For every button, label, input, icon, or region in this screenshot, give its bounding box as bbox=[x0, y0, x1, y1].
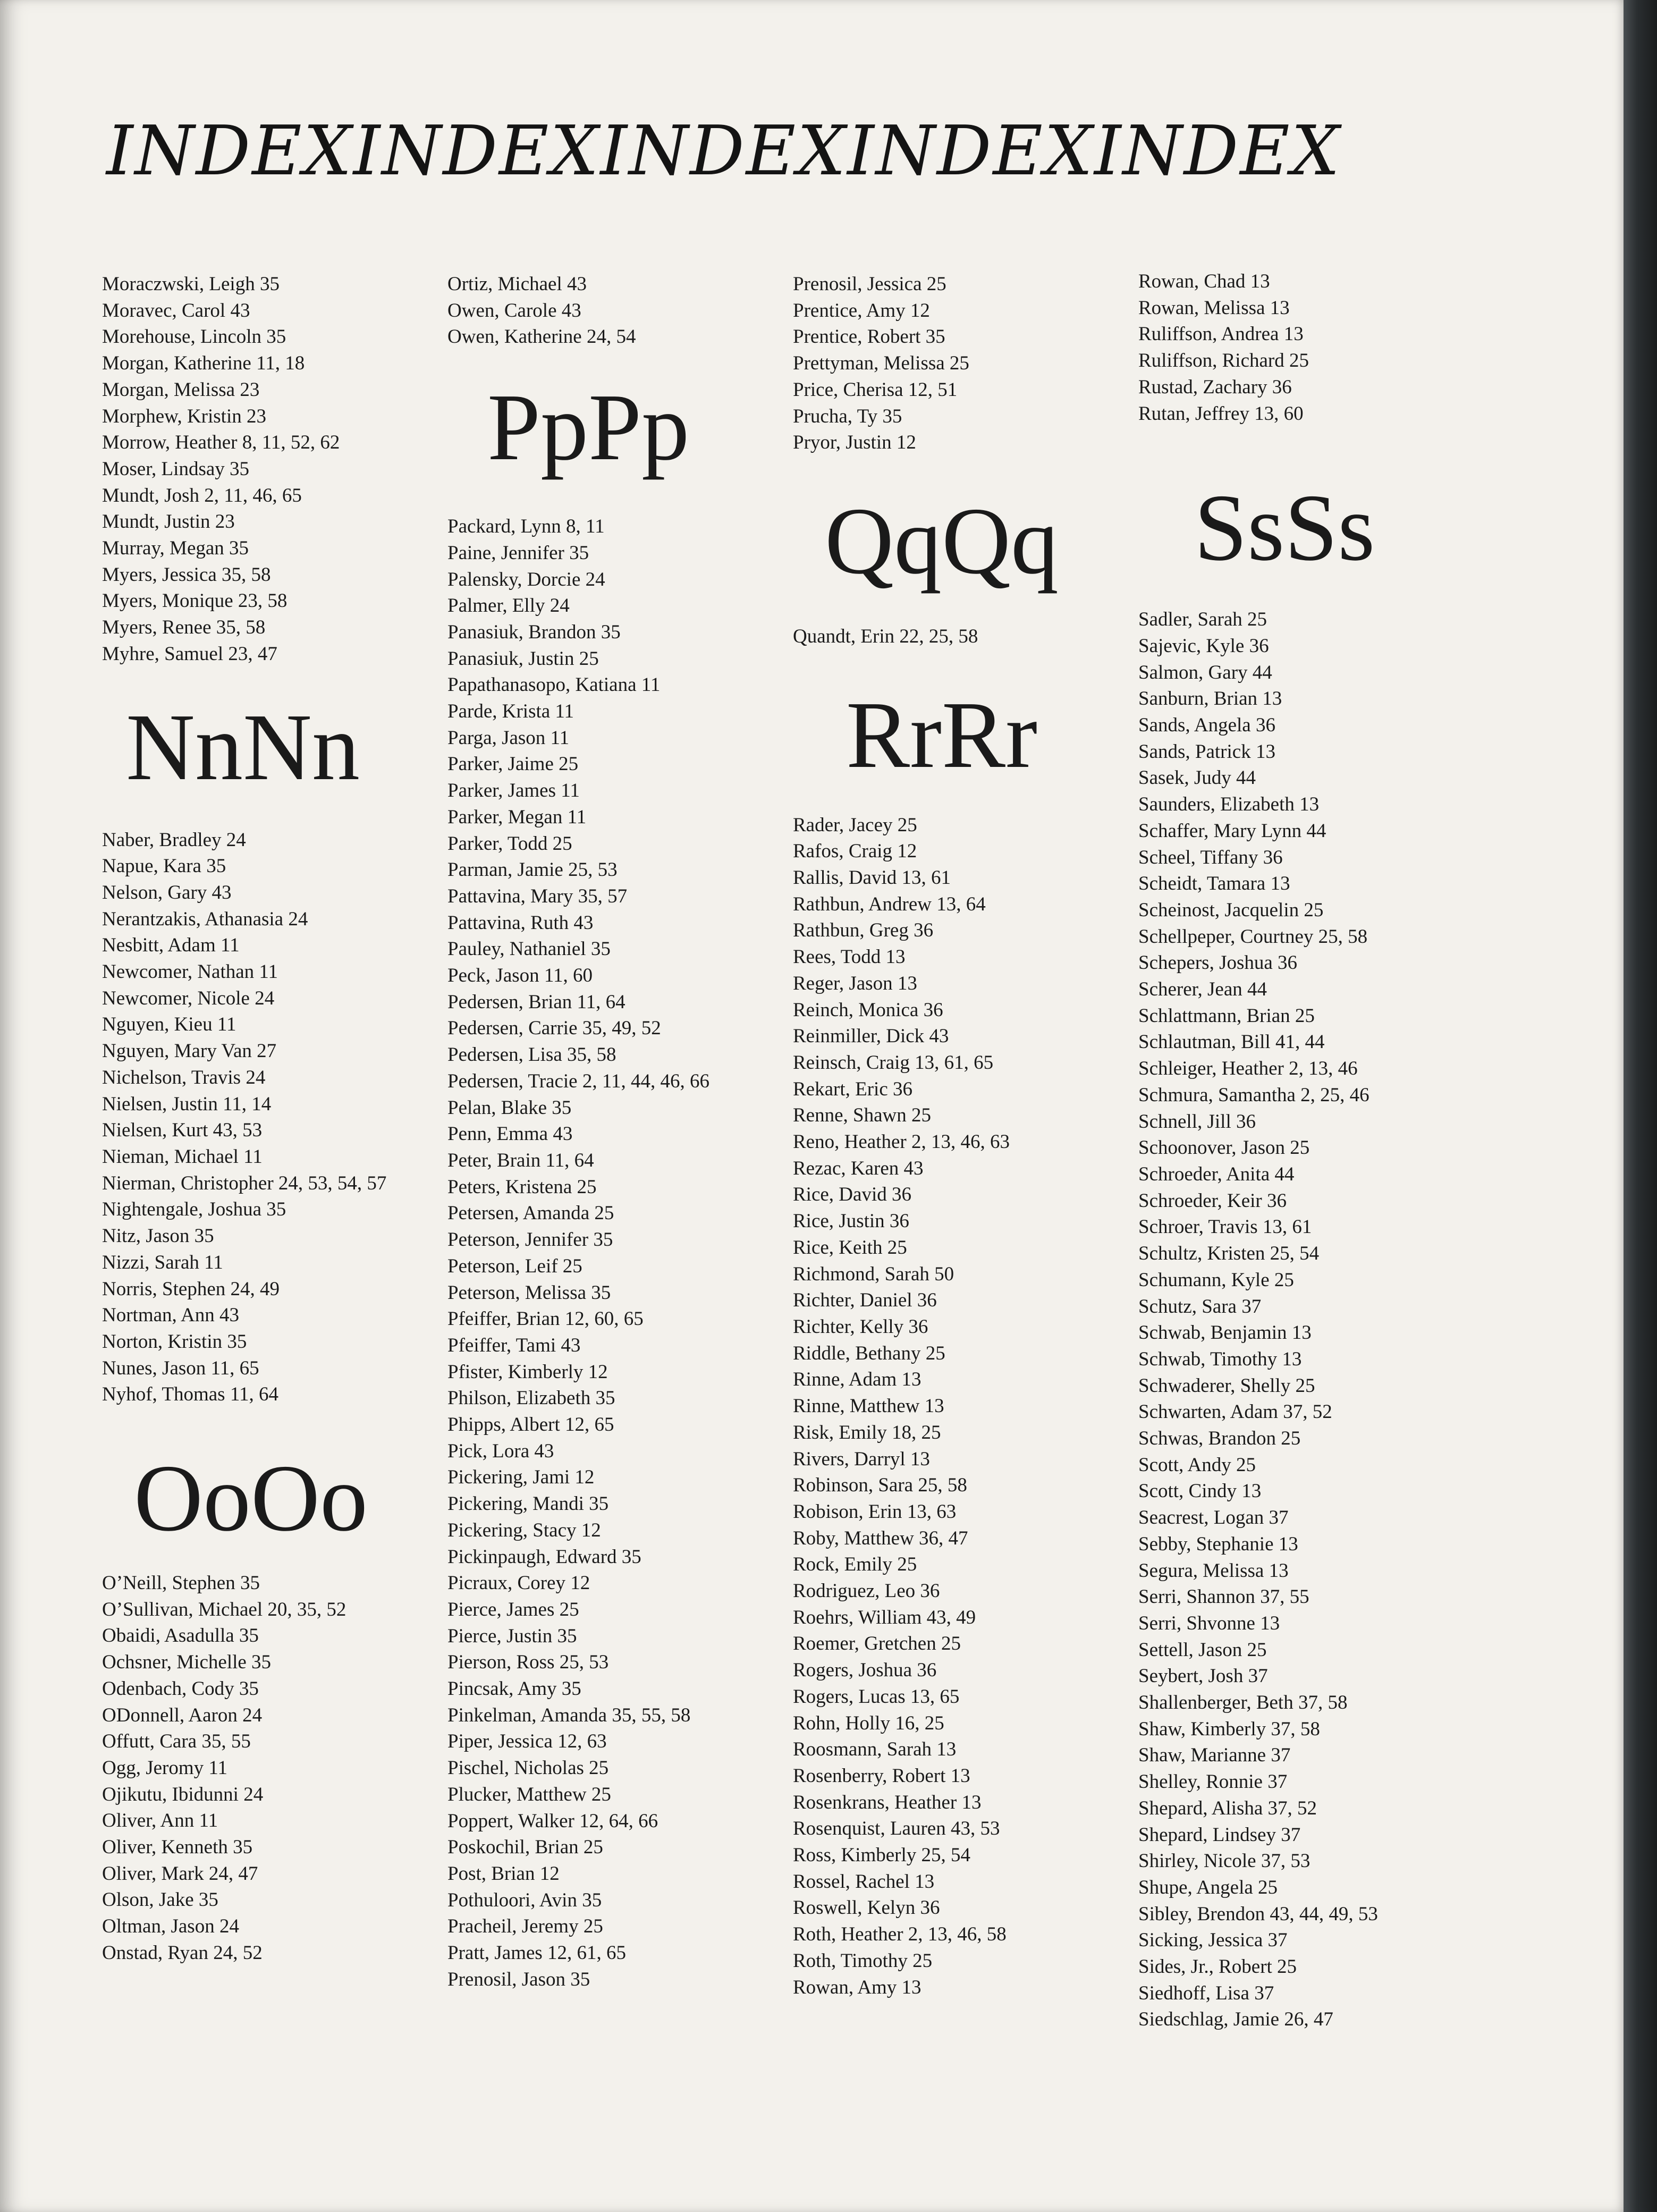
index-entry: Rinne, Adam 13 bbox=[793, 1369, 922, 1391]
index-entry: ODonnell, Aaron 24 bbox=[102, 1704, 263, 1726]
index-entry: Quandt, Erin 22, 25, 58 bbox=[793, 625, 978, 647]
index-entry: Pedersen, Tracie 2, 11, 44, 46, 66 bbox=[447, 1070, 709, 1092]
index-entry: Shepard, Alisha 37, 52 bbox=[1138, 1797, 1317, 1819]
index-entry: Nizzi, Sarah 11 bbox=[102, 1251, 223, 1273]
index-entry: Rader, Jacey 25 bbox=[793, 814, 917, 836]
index-entry: Myers, Jessica 35, 58 bbox=[102, 563, 271, 586]
index-entry: Peter, Brain 11, 64 bbox=[447, 1149, 594, 1171]
index-entry: Parman, Jamie 25, 53 bbox=[447, 859, 618, 881]
index-entry: Sides, Jr., Robert 25 bbox=[1138, 1956, 1297, 1978]
index-entry: Roehrs, William 43, 49 bbox=[793, 1606, 976, 1628]
index-entry: Roth, Timothy 25 bbox=[793, 1949, 933, 1972]
index-entry: Robison, Erin 13, 63 bbox=[793, 1500, 957, 1523]
index-entry: Nitz, Jason 35 bbox=[102, 1225, 214, 1247]
letter-heading: PpPp bbox=[487, 374, 690, 480]
index-entry: Prentice, Robert 35 bbox=[793, 326, 945, 348]
index-entry: Moravec, Carol 43 bbox=[102, 299, 250, 322]
index-entry: Roosmann, Sarah 13 bbox=[793, 1738, 957, 1761]
index-entry: Myers, Renee 35, 58 bbox=[102, 617, 266, 639]
index-entry: Serri, Shvonne 13 bbox=[1138, 1612, 1280, 1634]
index-entry: Pischel, Nicholas 25 bbox=[447, 1757, 609, 1779]
index-entry: Pfeiffer, Tami 43 bbox=[447, 1334, 581, 1356]
index-entry: Ruliffson, Richard 25 bbox=[1138, 350, 1309, 372]
index-entry: Schwab, Timothy 13 bbox=[1138, 1348, 1302, 1370]
index-entry: Owen, Carole 43 bbox=[447, 299, 581, 322]
index-entry: Rustad, Zachary 36 bbox=[1138, 376, 1292, 398]
index-entry: Serri, Shannon 37, 55 bbox=[1138, 1586, 1309, 1608]
index-entry: Penn, Emma 43 bbox=[447, 1123, 573, 1145]
index-entry: Pierce, Justin 35 bbox=[447, 1625, 577, 1647]
index-entry: Ortiz, Michael 43 bbox=[447, 273, 587, 295]
index-entry: Panasiuk, Brandon 35 bbox=[447, 621, 621, 643]
index-entry: Nelson, Gary 43 bbox=[102, 881, 232, 904]
index-entry: Norton, Kristin 35 bbox=[102, 1330, 247, 1353]
index-entry: Riddle, Bethany 25 bbox=[793, 1342, 945, 1364]
index-entry: Salmon, Gary 44 bbox=[1138, 661, 1272, 683]
index-entry: Rekart, Eric 36 bbox=[793, 1078, 912, 1100]
index-entry: Rosenberry, Robert 13 bbox=[793, 1764, 970, 1787]
index-entry: Pfeiffer, Brian 12, 60, 65 bbox=[447, 1308, 644, 1330]
index-entry: Nielsen, Kurt 43, 53 bbox=[102, 1119, 263, 1142]
index-entry: Parga, Jason 11 bbox=[447, 727, 570, 749]
index-entry: Pattavina, Ruth 43 bbox=[447, 911, 594, 934]
index-entry: Shirley, Nicole 37, 53 bbox=[1138, 1850, 1311, 1872]
index-entry: Schroeder, Anita 44 bbox=[1138, 1163, 1295, 1185]
index-entry: O’Sullivan, Michael 20, 35, 52 bbox=[102, 1598, 346, 1620]
index-entry: Schutz, Sara 37 bbox=[1138, 1295, 1262, 1318]
index-entry: Seacrest, Logan 37 bbox=[1138, 1507, 1289, 1529]
index-entry: Sands, Angela 36 bbox=[1138, 714, 1275, 737]
index-entry: Schwas, Brandon 25 bbox=[1138, 1428, 1301, 1450]
index-entry: Poppert, Walker 12, 64, 66 bbox=[447, 1810, 658, 1832]
index-entry: Parker, Megan 11 bbox=[447, 806, 587, 828]
index-entry: Pickering, Mandi 35 bbox=[447, 1493, 609, 1515]
index-entry: Sands, Patrick 13 bbox=[1138, 740, 1275, 763]
index-entry: Parde, Krista 11 bbox=[447, 700, 574, 723]
index-entry: Napue, Kara 35 bbox=[102, 855, 226, 877]
index-entry: Pickinpaugh, Edward 35 bbox=[447, 1546, 641, 1568]
index-entry: Morehouse, Lincoln 35 bbox=[102, 326, 286, 348]
index-entry: Schroeder, Keir 36 bbox=[1138, 1189, 1287, 1212]
index-entry: Peterson, Leif 25 bbox=[447, 1255, 582, 1277]
index-entry: Scheinost, Jacquelin 25 bbox=[1138, 899, 1324, 921]
index-entry: Schepers, Joshua 36 bbox=[1138, 952, 1298, 974]
index-entry: Robinson, Sara 25, 58 bbox=[793, 1474, 967, 1497]
index-entry: Paine, Jennifer 35 bbox=[447, 542, 589, 564]
index-entry: Schwarten, Adam 37, 52 bbox=[1138, 1401, 1332, 1423]
letter-heading: NnNn bbox=[126, 694, 360, 800]
index-entry: Parker, James 11 bbox=[447, 780, 580, 802]
index-entry: Myers, Monique 23, 58 bbox=[102, 590, 288, 612]
index-entry: Naber, Bradley 24 bbox=[102, 829, 246, 851]
index-entry: Schaffer, Mary Lynn 44 bbox=[1138, 820, 1326, 842]
index-entry: Reger, Jason 13 bbox=[793, 972, 917, 994]
index-entry: Rosenquist, Lauren 43, 53 bbox=[793, 1818, 1000, 1840]
index-entry: Morphew, Kristin 23 bbox=[102, 405, 266, 427]
index-entry: Oliver, Kenneth 35 bbox=[102, 1836, 253, 1859]
index-entry: Plucker, Matthew 25 bbox=[447, 1783, 611, 1805]
index-entry: Pothuloori, Avin 35 bbox=[447, 1889, 602, 1911]
index-entry: Schwaderer, Shelly 25 bbox=[1138, 1374, 1315, 1397]
index-entry: Ojikutu, Ibidunni 24 bbox=[102, 1783, 264, 1805]
index-entry: Peters, Kristena 25 bbox=[447, 1176, 597, 1198]
index-entry: Pinkelman, Amanda 35, 55, 58 bbox=[447, 1704, 691, 1726]
index-entry: Onstad, Ryan 24, 52 bbox=[102, 1941, 263, 1964]
letter-heading: OoOo bbox=[134, 1445, 368, 1551]
index-entry: Rohn, Holly 16, 25 bbox=[793, 1712, 944, 1734]
index-entry: Nielsen, Justin 11, 14 bbox=[102, 1093, 272, 1115]
index-entry: Nyhof, Thomas 11, 64 bbox=[102, 1383, 278, 1406]
index-entry: Oliver, Mark 24, 47 bbox=[102, 1862, 258, 1885]
index-entry: Nieman, Michael 11 bbox=[102, 1145, 263, 1168]
index-entry: Shepard, Lindsey 37 bbox=[1138, 1823, 1301, 1846]
index-entry: Prettyman, Melissa 25 bbox=[793, 352, 969, 375]
index-entry: Shupe, Angela 25 bbox=[1138, 1876, 1278, 1898]
index-entry: Murray, Megan 35 bbox=[102, 537, 249, 560]
index-entry: Nierman, Christopher 24, 53, 54, 57 bbox=[102, 1172, 387, 1194]
index-entry: Post, Brian 12 bbox=[447, 1862, 560, 1885]
index-entry: Prenosil, Jessica 25 bbox=[793, 273, 946, 295]
index-entry: Rice, David 36 bbox=[793, 1184, 911, 1206]
index-entry: O’Neill, Stephen 35 bbox=[102, 1572, 260, 1594]
index-entry: Palensky, Dorcie 24 bbox=[447, 568, 605, 590]
index-entry: Pedersen, Lisa 35, 58 bbox=[447, 1044, 616, 1066]
index-entry: Rogers, Joshua 36 bbox=[793, 1659, 937, 1682]
index-entry: Reinch, Monica 36 bbox=[793, 999, 943, 1021]
index-entry: Newcomer, Nathan 11 bbox=[102, 961, 278, 983]
index-entry: Olson, Jake 35 bbox=[102, 1889, 218, 1911]
index-entry: Nichelson, Travis 24 bbox=[102, 1066, 266, 1088]
index-entry: Scheidt, Tamara 13 bbox=[1138, 873, 1290, 895]
index-entry: Oliver, Ann 11 bbox=[102, 1810, 218, 1832]
index-entry: Offutt, Cara 35, 55 bbox=[102, 1730, 251, 1753]
index-entry: Scott, Andy 25 bbox=[1138, 1454, 1256, 1476]
index-entry: Rinne, Matthew 13 bbox=[793, 1395, 944, 1417]
index-entry: Shelley, Ronnie 37 bbox=[1138, 1771, 1288, 1793]
index-entry: Moraczwski, Leigh 35 bbox=[102, 273, 280, 295]
index-entry: Owen, Katherine 24, 54 bbox=[447, 326, 636, 348]
index-entry: Rowan, Chad 13 bbox=[1138, 271, 1270, 292]
index-entry: Richter, Kelly 36 bbox=[793, 1315, 928, 1338]
index-entry: Richmond, Sarah 50 bbox=[793, 1263, 954, 1285]
index-entry: Scott, Cindy 13 bbox=[1138, 1480, 1262, 1502]
index-entry: Nguyen, Mary Van 27 bbox=[102, 1040, 277, 1062]
index-entry: Rice, Keith 25 bbox=[793, 1236, 907, 1259]
index-entry: Ruliffson, Andrea 13 bbox=[1138, 323, 1304, 345]
index-entry: Pierce, James 25 bbox=[447, 1598, 579, 1620]
index-entry: Siedhoff, Lisa 37 bbox=[1138, 1982, 1274, 2004]
index-entry: Renne, Shawn 25 bbox=[793, 1104, 931, 1127]
index-column-1 bbox=[102, 271, 432, 1966]
index-entry: Ochsner, Michelle 35 bbox=[102, 1651, 272, 1674]
index-entry: Panasiuk, Justin 25 bbox=[447, 647, 599, 670]
index-entry: Roth, Heather 2, 13, 46, 58 bbox=[793, 1923, 1007, 1946]
book-spine-edge bbox=[1624, 0, 1657, 2212]
index-entry: Sadler, Sarah 25 bbox=[1138, 609, 1267, 631]
index-entry: Prentice, Amy 12 bbox=[793, 299, 930, 322]
index-entry: Rodriguez, Leo 36 bbox=[793, 1580, 940, 1602]
index-entry: Reno, Heather 2, 13, 46, 63 bbox=[793, 1131, 1010, 1153]
index-column-3 bbox=[793, 271, 1122, 2000]
index-entry: Shallenberger, Beth 37, 58 bbox=[1138, 1692, 1348, 1714]
index-entry: Nerantzakis, Athanasia 24 bbox=[102, 908, 308, 930]
index-entry: Peck, Jason 11, 60 bbox=[447, 965, 593, 987]
index-entry: Poskochil, Brian 25 bbox=[447, 1836, 603, 1859]
index-entry: Peterson, Melissa 35 bbox=[447, 1281, 611, 1304]
index-entry: Siedschlag, Jamie 26, 47 bbox=[1138, 2008, 1333, 2031]
index-entry: Piper, Jessica 12, 63 bbox=[447, 1730, 607, 1753]
index-entry: Rathbun, Greg 36 bbox=[793, 919, 934, 942]
index-entry: Parker, Jaime 25 bbox=[447, 753, 579, 775]
index-entry: Segura, Melissa 13 bbox=[1138, 1559, 1289, 1582]
index-entry: Ross, Kimberly 25, 54 bbox=[793, 1844, 971, 1867]
index-entry: Shaw, Marianne 37 bbox=[1138, 1744, 1291, 1767]
index-entry: Phipps, Albert 12, 65 bbox=[447, 1414, 614, 1436]
index-entry: Oltman, Jason 24 bbox=[102, 1915, 239, 1938]
index-entry: Rogers, Lucas 13, 65 bbox=[793, 1685, 960, 1708]
index-entry: Sanburn, Brian 13 bbox=[1138, 688, 1282, 710]
index-entry: Philson, Elizabeth 35 bbox=[447, 1387, 615, 1409]
index-entry: Rezac, Karen 43 bbox=[793, 1157, 924, 1179]
index-entry: Saunders, Elizabeth 13 bbox=[1138, 793, 1320, 816]
index-entry: Roby, Matthew 36, 47 bbox=[793, 1527, 968, 1549]
index-entry: Pick, Lora 43 bbox=[447, 1440, 554, 1462]
index-entry: Prenosil, Jason 35 bbox=[447, 1968, 590, 1990]
index-entry: Papathanasopo, Katiana 11 bbox=[447, 674, 661, 696]
index-entry: Seybert, Josh 37 bbox=[1138, 1665, 1268, 1687]
index-entry: Rivers, Darryl 13 bbox=[793, 1448, 930, 1470]
index-entry: Nortman, Ann 43 bbox=[102, 1304, 239, 1327]
index-entry: Rosenkrans, Heather 13 bbox=[793, 1791, 982, 1813]
index-entry: Risk, Emily 18, 25 bbox=[793, 1421, 941, 1443]
index-entry: Shaw, Kimberly 37, 58 bbox=[1138, 1718, 1320, 1740]
index-entry: Schlattmann, Brian 25 bbox=[1138, 1004, 1315, 1027]
index-entry: Schultz, Kristen 25, 54 bbox=[1138, 1243, 1320, 1265]
index-entry: Obaidi, Asadulla 35 bbox=[102, 1625, 259, 1647]
index-entry: Pfister, Kimberly 12 bbox=[447, 1361, 608, 1383]
index-entry: Peterson, Jennifer 35 bbox=[447, 1229, 613, 1251]
index-entry: Rathbun, Andrew 13, 64 bbox=[793, 893, 986, 915]
index-entry: Norris, Stephen 24, 49 bbox=[102, 1278, 280, 1300]
index-entry: Palmer, Elly 24 bbox=[447, 595, 570, 617]
index-entry: Settell, Jason 25 bbox=[1138, 1639, 1267, 1661]
index-column-4 bbox=[1138, 268, 1468, 2033]
index-column-2 bbox=[447, 271, 777, 1993]
index-entry: Schumann, Kyle 25 bbox=[1138, 1269, 1294, 1291]
index-entry: Nunes, Jason 11, 65 bbox=[102, 1357, 259, 1379]
index-entry: Rallis, David 13, 61 bbox=[793, 867, 951, 889]
index-entry: Mundt, Josh 2, 11, 46, 65 bbox=[102, 484, 302, 506]
index-entry: Rossel, Rachel 13 bbox=[793, 1870, 935, 1893]
index-entry: Nesbitt, Adam 11 bbox=[102, 934, 240, 957]
index-entry: Parker, Todd 25 bbox=[447, 832, 572, 855]
index-entry: Picraux, Corey 12 bbox=[447, 1572, 590, 1594]
index-entry: Reinsch, Craig 13, 61, 65 bbox=[793, 1051, 994, 1074]
index-entry: Pedersen, Brian 11, 64 bbox=[447, 991, 625, 1013]
index-entry: Pryor, Justin 12 bbox=[793, 432, 916, 454]
index-entry: Morgan, Katherine 11, 18 bbox=[102, 352, 305, 375]
letter-heading: RrRr bbox=[846, 681, 1037, 788]
index-entry: Roswell, Kelyn 36 bbox=[793, 1897, 940, 1919]
index-entry: Roemer, Gretchen 25 bbox=[793, 1633, 961, 1655]
index-entry: Petersen, Amanda 25 bbox=[447, 1202, 614, 1225]
index-entry: Schoonover, Jason 25 bbox=[1138, 1137, 1310, 1159]
index-entry: Nightengale, Joshua 35 bbox=[102, 1198, 286, 1221]
index-entry: Schwab, Benjamin 13 bbox=[1138, 1322, 1312, 1344]
index-entry: Morrow, Heather 8, 11, 52, 62 bbox=[102, 432, 340, 454]
index-entry: Pincsak, Amy 35 bbox=[447, 1678, 581, 1700]
index-entry: Myhre, Samuel 23, 47 bbox=[102, 643, 277, 665]
index-entry: Sasek, Judy 44 bbox=[1138, 767, 1256, 789]
index-entry: Pedersen, Carrie 35, 49, 52 bbox=[447, 1017, 661, 1040]
index-entry: Pracheil, Jeremy 25 bbox=[447, 1915, 603, 1938]
index-entry: Odenbach, Cody 35 bbox=[102, 1677, 259, 1700]
index-entry: Schroer, Travis 13, 61 bbox=[1138, 1216, 1312, 1238]
index-entry: Schleiger, Heather 2, 13, 46 bbox=[1138, 1058, 1358, 1080]
index-entry: Rutan, Jeffrey 13, 60 bbox=[1138, 402, 1304, 425]
index-entry: Rafos, Craig 12 bbox=[793, 840, 917, 863]
index-entry: Rees, Todd 13 bbox=[793, 946, 906, 968]
index-entry: Pickering, Jami 12 bbox=[447, 1466, 595, 1489]
index-entry: Rowan, Amy 13 bbox=[793, 1976, 922, 1998]
index-entry: Pierson, Ross 25, 53 bbox=[447, 1651, 609, 1674]
index-entry: Prucha, Ty 35 bbox=[793, 405, 902, 427]
letter-heading: QqQq bbox=[825, 487, 1059, 594]
page-title: INDEXINDEXINDEXINDEXINDEX bbox=[106, 112, 1341, 191]
index-entry: Nguyen, Kieu 11 bbox=[102, 1014, 236, 1036]
index-entry: Morgan, Melissa 23 bbox=[102, 378, 260, 401]
index-entry: Pickering, Stacy 12 bbox=[447, 1519, 601, 1541]
index-entry: Pelan, Blake 35 bbox=[447, 1096, 572, 1119]
index-entry: Newcomer, Nicole 24 bbox=[102, 987, 275, 1009]
index-entry: Rowan, Melissa 13 bbox=[1138, 297, 1290, 319]
index-entry: Schnell, Jill 36 bbox=[1138, 1110, 1256, 1133]
index-entry: Scherer, Jean 44 bbox=[1138, 978, 1267, 1001]
index-entry: Pratt, James 12, 61, 65 bbox=[447, 1942, 627, 1964]
index-entry: Rice, Justin 36 bbox=[793, 1210, 909, 1232]
index-entry: Scheel, Tiffany 36 bbox=[1138, 846, 1283, 868]
letter-heading: SsSs bbox=[1194, 475, 1375, 581]
index-entry: Richter, Daniel 36 bbox=[793, 1289, 937, 1312]
index-entry: Moser, Lindsay 35 bbox=[102, 458, 250, 480]
index-entry: Mundt, Justin 23 bbox=[102, 511, 235, 533]
index-entry: Sajevic, Kyle 36 bbox=[1138, 635, 1269, 657]
index-entry: Price, Cherisa 12, 51 bbox=[793, 378, 958, 401]
index-entry: Pauley, Nathaniel 35 bbox=[447, 938, 611, 960]
index-entry: Packard, Lynn 8, 11 bbox=[447, 516, 605, 538]
index-entry: Schlautman, Bill 41, 44 bbox=[1138, 1031, 1325, 1053]
index-entry: Sibley, Brendon 43, 44, 49, 53 bbox=[1138, 1903, 1378, 1925]
index-entry: Schellpeper, Courtney 25, 58 bbox=[1138, 925, 1368, 948]
index-entry: Schmura, Samantha 2, 25, 46 bbox=[1138, 1084, 1369, 1106]
index-entry: Sebby, Stephanie 13 bbox=[1138, 1533, 1298, 1555]
index-entry: Reinmiller, Dick 43 bbox=[793, 1025, 949, 1048]
index-entry: Rock, Emily 25 bbox=[793, 1554, 917, 1576]
index-entry: Sicking, Jessica 37 bbox=[1138, 1929, 1288, 1952]
index-entry: Pattavina, Mary 35, 57 bbox=[447, 885, 628, 907]
index-entry: Ogg, Jeromy 11 bbox=[102, 1757, 228, 1779]
